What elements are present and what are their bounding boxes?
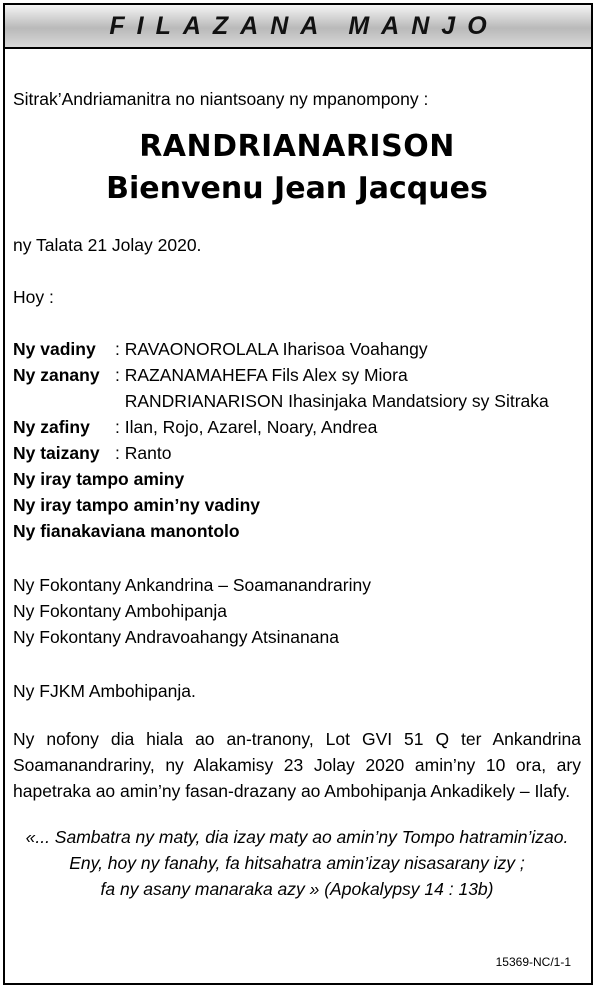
- quote-line: fa ny asany manaraka azy » (Apokalypsy 14 : 13b): [100, 879, 494, 899]
- family-value: : RAZANAMAHEFA Fils Alex sy Miora: [115, 365, 408, 385]
- hoy-text: Hoy :: [13, 287, 54, 307]
- fokontany-line: Ny Fokontany Ambohipanja: [13, 601, 228, 621]
- family-row: [13, 388, 581, 414]
- fokontany-list: [13, 572, 581, 650]
- family-label: Ny taizany: [13, 443, 100, 463]
- funeral-notice: Ny nofony dia hiala ao an-tranony, Lot GVI 51 Q ter Ankandrina Soamanandrariny, ny Alakamisy 23 Jolay 2020 amin’ny 10 ora, ary hapetraka ao amin’ny fasan-drazany ao Ambohipanja Ankadikely – Ilafy.: [13, 729, 581, 801]
- quote-line: «... Sambatra ny maty, dia izay maty ao amin’ny Tompo hatramin’izao.: [25, 827, 569, 847]
- relatives-line: Ny iray tampo aminy: [13, 469, 185, 489]
- bible-quote: [13, 824, 581, 902]
- family-value: : RAVAONOROLALA Iharisoa Voahangy: [115, 339, 428, 359]
- death-date: ny Talata 21 Jolay 2020.: [13, 235, 202, 255]
- notice-body: [13, 49, 581, 902]
- header-banner: [5, 5, 591, 49]
- family-label: Ny zafiny: [13, 417, 90, 437]
- fokontany-line: Ny Fokontany Andravoahangy Atsinanana: [13, 627, 339, 647]
- intro-text: Sitrak’Andriamanitra no niantsoany ny mpanompony :: [13, 89, 429, 109]
- family-row: [13, 440, 581, 466]
- church-line: Ny FJKM Ambohipanja.: [13, 681, 196, 701]
- reference-code: 15369-NC/1-1: [495, 955, 571, 969]
- header-title: FILAZANA MANJO: [109, 11, 499, 40]
- family-row: [13, 414, 581, 440]
- family-list: [13, 336, 581, 544]
- deceased-name: [13, 126, 581, 210]
- family-label: Ny vadiny: [13, 339, 96, 359]
- deceased-given-names: Bienvenu Jean Jacques: [106, 171, 488, 206]
- family-value: : Ilan, Rojo, Azarel, Noary, Andrea: [115, 417, 378, 437]
- quote-line: Eny, hoy ny fanahy, fa hitsahatra amin’izay nisasarany izy ;: [69, 853, 525, 873]
- family-label: [13, 388, 115, 414]
- deceased-surname: RANDRIANARISON: [139, 129, 455, 164]
- family-value: RANDRIANARISON Ihasinjaka Mandatsiory sy Sitraka: [115, 391, 549, 411]
- family-row: [13, 336, 581, 362]
- family-value: : Ranto: [115, 443, 172, 463]
- relatives-line: Ny fianakaviana manontolo: [13, 521, 240, 541]
- family-label: Ny zanany: [13, 365, 100, 385]
- notice-frame: [3, 3, 593, 985]
- relatives-line: Ny iray tampo amin’ny vadiny: [13, 495, 261, 515]
- family-row: [13, 362, 581, 388]
- fokontany-line: Ny Fokontany Ankandrina – Soamanandrariny: [13, 575, 371, 595]
